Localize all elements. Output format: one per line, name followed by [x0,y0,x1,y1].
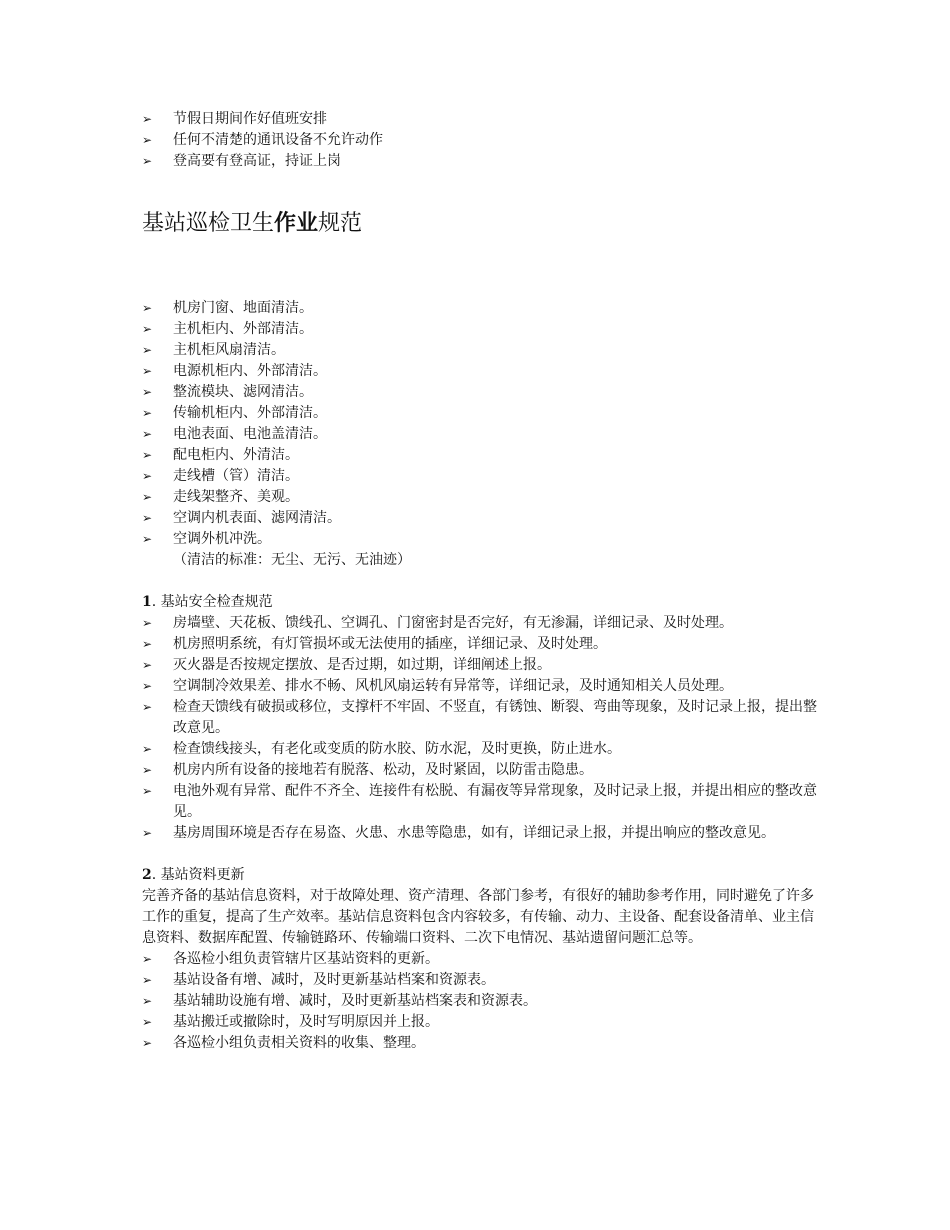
data-update-list [142,949,822,1054]
arrow-bullet-icon: ➢ [142,301,153,315]
arrow-bullet-icon: ➢ [142,322,153,336]
arrow-bullet-icon: ➢ [142,385,153,399]
list-item: ➢ 主机柜风扇清洁。 [142,340,822,361]
section-heading-safety: 1. 基站安全检查规范 [142,594,273,610]
intro-list [142,109,822,172]
arrow-bullet-icon: ➢ [142,658,153,672]
list-item: ➢ 机房门窗、地面清洁。 [142,298,822,319]
arrow-bullet-icon: ➢ [142,469,153,483]
list-item: ➢ 各巡检小组负责管辖片区基站资料的更新。 [142,949,822,970]
arrow-bullet-icon: ➢ [142,406,153,420]
arrow-bullet-icon: ➢ [142,448,153,462]
arrow-bullet-icon: ➢ [142,763,153,777]
arrow-bullet-icon: ➢ [142,112,153,126]
arrow-bullet-icon: ➢ [142,133,153,147]
arrow-bullet-icon: ➢ [142,742,153,756]
arrow-bullet-icon: ➢ [142,154,153,168]
cleaning-list [142,298,822,550]
list-item: ➢ 走线槽（管）清洁。 [142,466,822,487]
list-item: ➢ 机房内所有设备的接地若有脱落、松动，及时紧固，以防雷击隐患。 [142,760,822,781]
arrow-bullet-icon: ➢ [142,826,153,840]
list-item: ➢ 基房周围环境是否存在易盗、火患、水患等隐患，如有，详细记录上报，并提出响应的整改意见。 [142,823,822,844]
list-item: ➢ 房墙壁、天花板、馈线孔、空调孔、门窗密封是否完好，有无渗漏，详细记录、及时处理。 [142,613,822,634]
list-item: ➢ 基站搬迁或撤除时，及时写明原因并上报。 [142,1012,822,1033]
arrow-bullet-icon: ➢ [142,616,153,630]
list-item: ➢ 灭火器是否按规定摆放、是否过期，如过期，详细阐述上报。 [142,655,822,676]
arrow-bullet-icon: ➢ [142,427,153,441]
arrow-bullet-icon: ➢ [142,532,153,546]
list-item: ➢ 检查天馈线有破损或移位，支撑杆不牢固、不竖直，有锈蚀、断裂、弯曲等现象，及时记录上报，提出整改意见。 [142,699,817,736]
list-item: ➢ 机房照明系统，有灯管损坏或无法使用的插座，详细记录、及时处理。 [142,634,822,655]
list-item: ➢ 任何不清楚的通讯设备不允许动作 [142,130,822,151]
list-item: ➢ 电池外观有异常、配件不齐全、连接件有松脱、有漏夜等异常现象，及时记录上报，并提出相应的整改意见。 [142,783,817,820]
document-page [142,109,822,1054]
arrow-bullet-icon: ➢ [142,490,153,504]
list-item: ➢ 走线架整齐、美观。 [142,487,822,508]
list-item: ➢ 主机柜内、外部清洁。 [142,319,822,340]
list-item: ➢ 电源机柜内、外部清洁。 [142,361,822,382]
arrow-bullet-icon: ➢ [142,343,153,357]
arrow-bullet-icon: ➢ [142,1015,153,1029]
list-item: ➢ 空调外机冲洗。 [142,529,822,550]
list-item: ➢ 整流模块、滤网清洁。 [142,382,822,403]
list-item: ➢ 登高要有登高证，持证上岗 [142,151,822,172]
arrow-bullet-icon: ➢ [142,973,153,987]
list-item: ➢ 空调内机表面、滤网清洁。 [142,508,822,529]
cleaning-standard-note: （清洁的标准：无尘、无污、无油迹） [173,552,411,568]
arrow-bullet-icon: ➢ [142,511,153,525]
list-item: ➢ 各巡检小组负责相关资料的收集、整理。 [142,1033,822,1054]
arrow-bullet-icon: ➢ [142,994,153,1008]
list-item: ➢ 节假日期间作好值班安排 [142,109,822,130]
arrow-bullet-icon: ➢ [142,952,153,966]
list-item: ➢ 传输机柜内、外部清洁。 [142,403,822,424]
list-item: ➢ 空调制冷效果差、排水不畅、风机风扇运转有异常等，详细记录，及时通知相关人员处理。 [142,676,822,697]
list-item: ➢ 基站辅助设施有增、减时，及时更新基站档案表和资源表。 [142,991,822,1012]
arrow-bullet-icon: ➢ [142,637,153,651]
page-title: 基站巡检卫生作业规范 [142,210,363,236]
section-heading-data-update: 2. 基站资料更新 [142,867,245,883]
list-item: ➢ 基站设备有增、减时，及时更新基站档案和资源表。 [142,970,822,991]
data-update-paragraph: 完善齐备的基站信息资料，对于故障处理、资产清理、各部门参考，有很好的辅助参考作用，同时避免了许多工作的重复，提高了生产效率。基站信息资料包含内容较多，有传输、动力、主设备、配套设备清单、业主信息资料、数据库配置、传输链路环、传输端口资料、二次下电情况、基站遗留问题汇总等。 [142,888,814,946]
list-item: ➢ 检查馈线接头，有老化或变质的防水胶、防水泥，及时更换，防止进水。 [142,739,822,760]
arrow-bullet-icon: ➢ [142,679,153,693]
safety-list [142,613,822,844]
arrow-bullet-icon: ➢ [142,700,153,714]
arrow-bullet-icon: ➢ [142,784,153,798]
list-item: ➢ 配电柜内、外清洁。 [142,445,822,466]
arrow-bullet-icon: ➢ [142,1036,153,1050]
list-item: ➢ 电池表面、电池盖清洁。 [142,424,822,445]
arrow-bullet-icon: ➢ [142,364,153,378]
